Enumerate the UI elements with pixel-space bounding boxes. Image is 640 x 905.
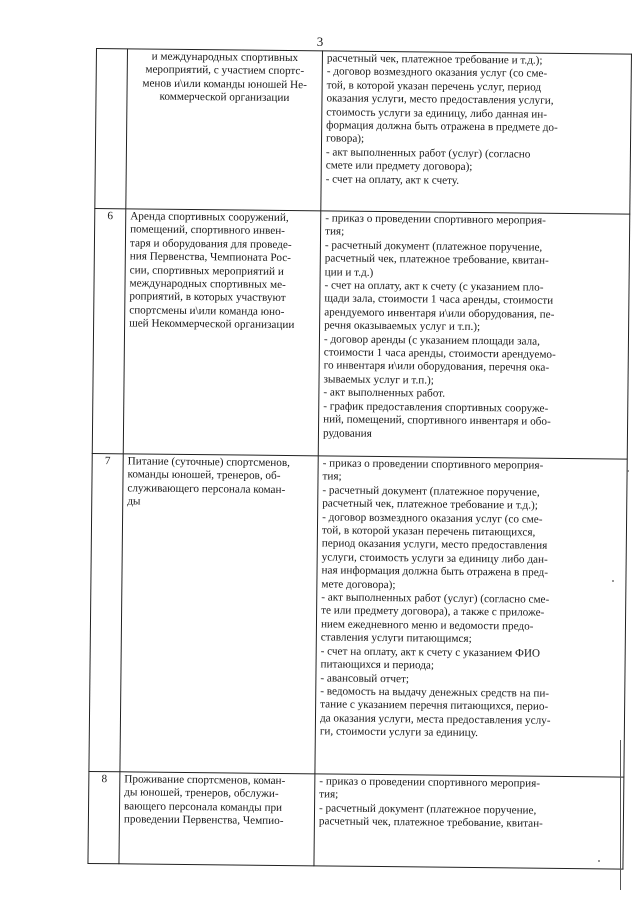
required-documents: - приказ о проведении спортивного мероприя- тия; - расчетный документ (платежное поручение, расчетный чек, платежное требование, квитан-: [314, 774, 624, 869]
expense-item-name: Питание (суточные) спортсменов, команды юношей, тренеров, об- служивающего персонала коман- ды: [120, 454, 318, 774]
scan-speck: [598, 860, 600, 862]
required-documents: - приказ о проведении спортивного мероприя- тия; - расчетный документ (платежное поручение, расчетный чек, платежное требование и т.д.); - договор возмездного оказания услуг (со сме- той, в которой указан перечень питающихся, период оказания услуги, место предоставления услуги, стоимость услуги за единицу либо дан- ная информация должна быть отражена в пред- мете договора); - акт выполненных работ (услуг) (согласно сме- те или предмету договора), а также с приложе- нием ежедневного меню и ведомости предо- ставления услуги питающимся; - счет на оплату, акт к счету с указанием ФИО питающихся и периода; - авансовый отчет; - ведомость на выдачу денежных средств на пи- тание с указанием перечня питающихся, перио- да оказания услуги, места предоставления услу- ги, стоимости услуги за единицу.: [315, 456, 627, 777]
table-row-8: [88, 771, 624, 869]
scan-speck: [612, 580, 614, 582]
scan-speck: [627, 470, 629, 472]
table-row-6: [92, 208, 630, 459]
row-number: [95, 49, 128, 209]
expense-item-name: и международных спортивных мероприятий, с участием спортс- менов и\или команды юношей Не- коммерческой организации: [126, 49, 323, 211]
row-number: 8: [88, 771, 120, 863]
required-documents: - приказ о проведении спортивного мероприя- тия; - расчетный документ (платежное поручение, расчетный чек, платежное требование, квитан- ции и т.д.) - счет на оплату, акт к счету (с указанием пло- щади зала, стоимости 1 часа аренды, стоимости арендуемого инвентаря и\или оборудования, пе- речня оказываемых услуг и т.п.); - договор аренды (с указанием площади зала, стоимости 1 часа аренды, стоимости арендуемо- го инвентаря и\или оборудования, перечня ока- зываемых услуг и т.п.); - акт выполненных работ. - график предоставления спортивных сооруже- ний, помещений, спортивного инвентаря и обо- рудования: [318, 211, 630, 459]
row-number: 6: [92, 208, 126, 453]
row-number: 7: [89, 453, 123, 771]
expense-item-name: Проживание спортсменов, коман- ды юношей, тренеров, обслужи- вающего персонала команды при проведении Первенства, Чемпио-: [119, 772, 315, 866]
expense-item-name: Аренда спортивных сооружений, помещений, спортивного инвен- таря и оборудования для проведе- ния Первенства, Чемпионата Рос- сии, спортивных мероприятий и международных спортивных ме- роприятий, в которых участвуют спортсмены и\или команда юно- шей Некоммерческой организации: [123, 209, 321, 456]
scan-margin-line: [620, 740, 621, 890]
table-row-7: [89, 453, 627, 777]
table-row-continued: [95, 49, 632, 215]
required-documents: расчетный чек, платежное требование и т.д.); - договор возмездного оказания услуг (со сме- той, в которой указан перечень услуг, период оказания услуги, место предоставления услуги, стоимость услуги за единицу, либо данная ин- формация должна быть отражена в предмете до- говора); - акт выполненных работ (услуг) (согласно смете или предмету договора); - счет на оплату, акт к счету.: [321, 51, 632, 214]
page-number: 3: [316, 34, 324, 49]
expenses-documents-table: [87, 48, 632, 870]
